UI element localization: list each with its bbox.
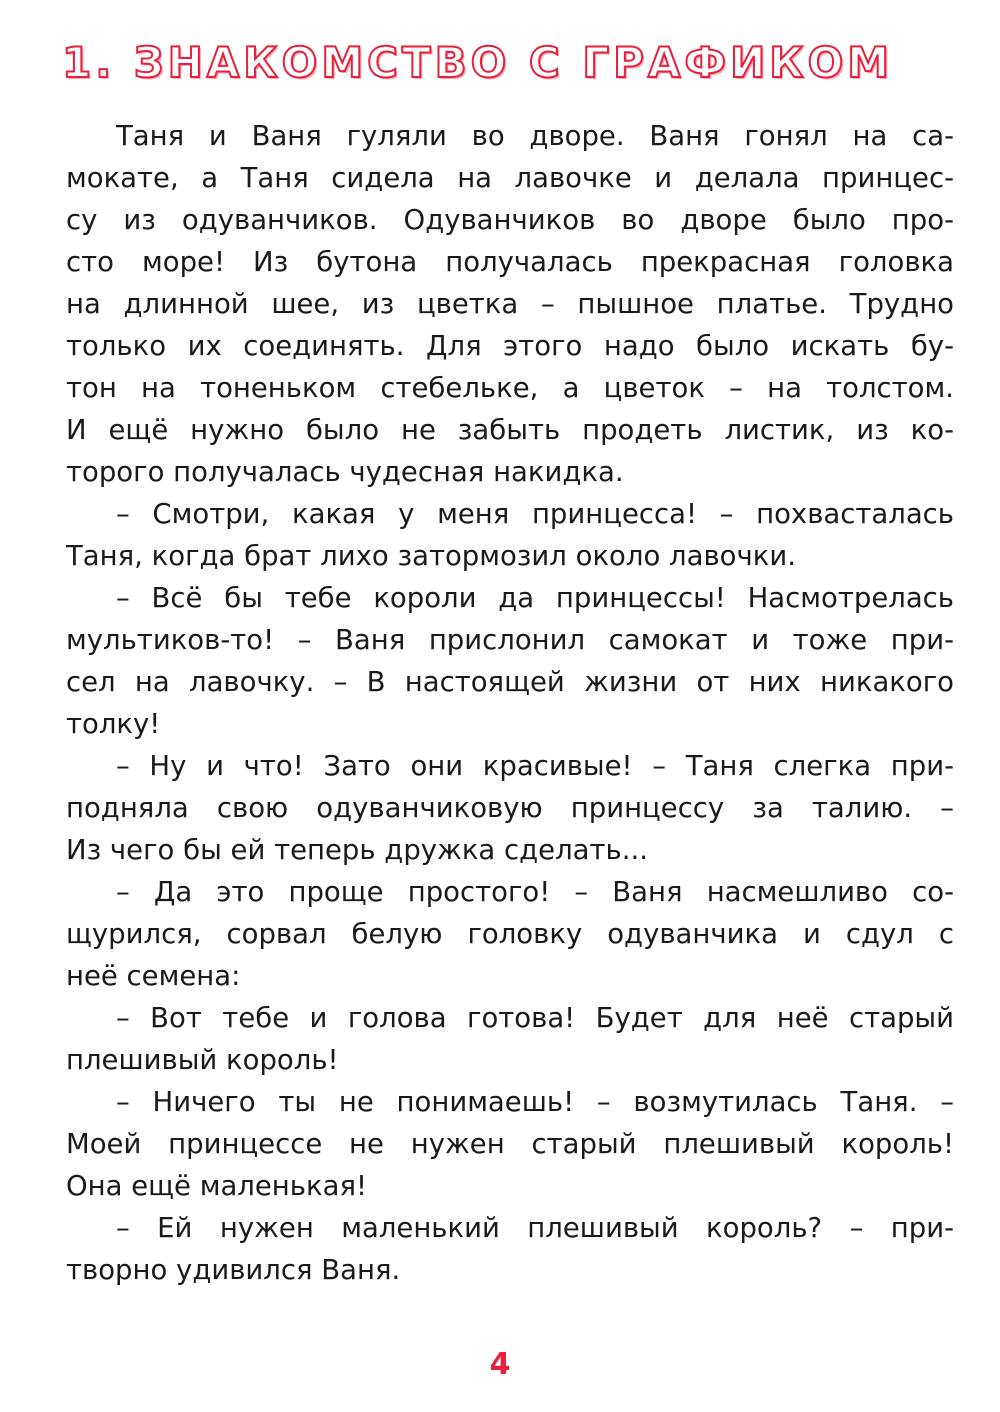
text-line: плешивый король!	[66, 1044, 339, 1076]
text-line: толку!	[66, 708, 161, 740]
text-line: – Ничего ты не понимаешь! – возмутилась Таня. –	[116, 1086, 954, 1118]
text-line: мокате, а Таня сидела на лавочке и делала принцес-	[66, 162, 954, 194]
text-line: – Ну и что! Зато они красивые! – Таня слегка при-	[116, 750, 954, 782]
text-line: – Ей нужен маленький плешивый король? – при-	[116, 1212, 954, 1244]
text-line: – Да это проще простого! – Ваня насмешливо со-	[116, 876, 954, 908]
text-line: подняла свою одуванчиковую принцессу за талию. –	[66, 792, 954, 824]
text-line: неё семена:	[66, 960, 241, 992]
text-line: творно удивился Ваня.	[66, 1254, 401, 1286]
text-line: Моей принцессе не нужен старый плешивый король!	[66, 1128, 954, 1160]
text-line: щурился, сорвал белую головку одуванчика и сдул с	[66, 918, 954, 950]
text-line: сел на лавочку. – В настоящей жизни от них никакого	[66, 666, 954, 698]
text-line: мультиков-то! – Ваня прислонил самокат и тоже при-	[66, 624, 954, 656]
text-line: – Всё бы тебе короли да принцессы! Насмотрелась	[116, 582, 954, 614]
text-line: торого получалась чудесная накидка.	[66, 456, 624, 488]
text-line: су из одуванчиков. Одуванчиков во дворе было про-	[66, 204, 954, 236]
text-line: Таня, когда брат лихо затормозил около лавочки.	[66, 540, 796, 572]
page-number: 4	[489, 1347, 511, 1382]
text-line: – Вот тебе и голова готова! Будет для неё старый	[116, 1002, 954, 1034]
text-line: Из чего бы ей теперь дружка сделать...	[66, 834, 648, 866]
text-line: на длинной шее, из цветка – пышное платье. Трудно	[66, 288, 954, 320]
text-line: Таня и Ваня гуляли во дворе. Ваня гонял на са-	[116, 120, 954, 152]
text-line: только их соединять. Для этого надо было искать бу-	[66, 330, 954, 362]
text-line: Она ещё маленькая!	[66, 1170, 368, 1202]
text-line: сто море! Из бутона получалась прекрасная головка	[66, 246, 954, 278]
chapter-title: 1. ЗНАКОМСТВО С ГРАФИКОМ	[62, 38, 894, 87]
text-line: И ещё нужно было не забыть продеть листик, из ко-	[66, 414, 954, 446]
text-line: – Смотри, какая у меня принцесса! – похвасталась	[116, 498, 954, 530]
text-line: тон на тоненьком стебельке, а цветок – на толстом.	[66, 372, 954, 404]
